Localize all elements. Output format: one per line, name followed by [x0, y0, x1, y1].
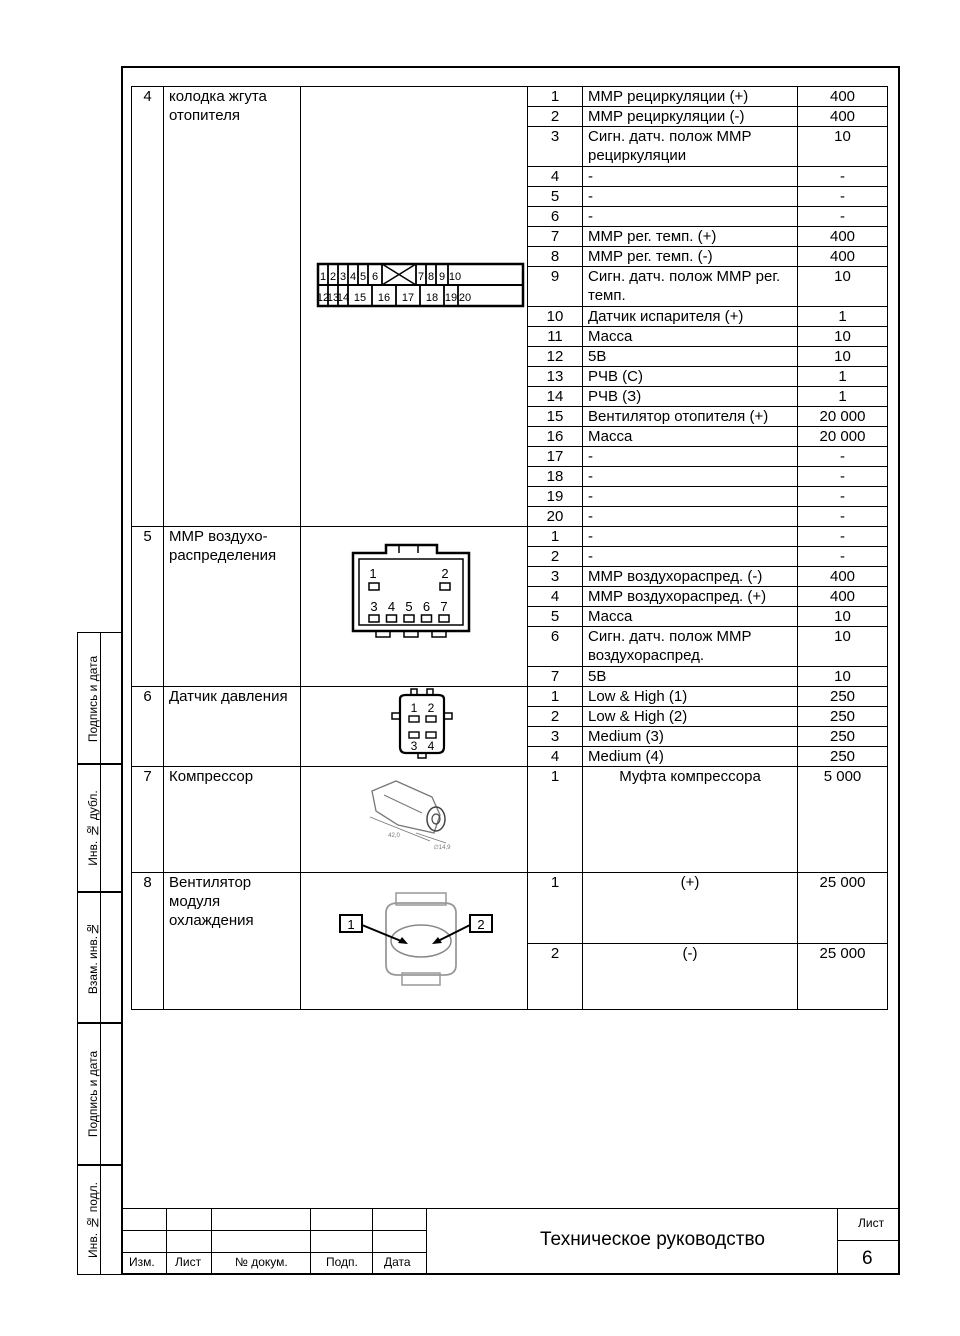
pin-number: 10: [528, 307, 583, 327]
pin-resistance: 25 000: [798, 873, 888, 944]
pin-number: 1: [528, 87, 583, 107]
connector-pin-label: 16: [377, 292, 391, 304]
connector-drawing-cell: [301, 873, 528, 1010]
pin-number: 12: [528, 347, 583, 367]
pin-resistance: 400: [798, 587, 888, 607]
side-label: Взам. инв.№: [86, 921, 100, 994]
connector-pin-label: 5: [405, 599, 413, 614]
pin-resistance: 250: [798, 727, 888, 747]
pin-number: 2: [528, 943, 583, 1010]
connector-pin-label: 2: [329, 271, 337, 283]
connector-pin-label: 1: [319, 271, 327, 283]
pin-number: 4: [528, 747, 583, 767]
pin-signal: (+): [583, 873, 798, 944]
stamp-label-sheet: Лист: [175, 1255, 202, 1269]
pin-signal: ММР воздухораспред. (-): [583, 567, 798, 587]
pin-signal: Сигн. датч. полож ММР рег. темп.: [583, 267, 798, 307]
pin-signal: ММР рециркуляции (+): [583, 87, 798, 107]
pin-signal: ММР рег. темп. (-): [583, 247, 798, 267]
pin-signal: Вентилятор отопителя (+): [583, 407, 798, 427]
pin-resistance: 1: [798, 307, 888, 327]
pin-number: 14: [528, 387, 583, 407]
pin-resistance: 400: [798, 87, 888, 107]
side-cell-signature-date-1: [77, 632, 123, 765]
pin-resistance: 400: [798, 567, 888, 587]
pin-signal: Масса: [583, 427, 798, 447]
pin-number: 1: [528, 527, 583, 547]
pin-number: 3: [528, 567, 583, 587]
pin-signal: ММР воздухораспред. (+): [583, 587, 798, 607]
pin-resistance: 10: [798, 267, 888, 307]
pin-resistance: 250: [798, 747, 888, 767]
sheet-label: Лист: [858, 1216, 885, 1230]
stamp-label-signature: Подп.: [326, 1255, 358, 1269]
pin-resistance: 10: [798, 347, 888, 367]
heater-harness-connector-drawing: [306, 87, 533, 509]
pin-number: 4: [528, 167, 583, 187]
sheet-number: 6: [862, 1248, 873, 1269]
pin-resistance: 20 000: [798, 407, 888, 427]
item-number: 7: [132, 767, 164, 873]
pin-signal: Масса: [583, 327, 798, 347]
table-row: [132, 87, 888, 107]
dimension-label: ∅14,9: [433, 845, 451, 851]
pin-signal: (-): [583, 943, 798, 1010]
title-block: [123, 1208, 899, 1274]
connector-pin-label: 6: [371, 271, 379, 283]
pin-number: 11: [528, 327, 583, 347]
connector-pin-label: 1: [410, 701, 418, 715]
table-row: [132, 873, 888, 944]
pin-resistance: 400: [798, 107, 888, 127]
pin-signal: Сигн. датч. полож ММР воздухораспред.: [583, 627, 798, 667]
pin-number: 6: [528, 627, 583, 667]
connector-pin-label: 14: [336, 292, 350, 304]
table-row: [132, 527, 888, 547]
pin-number: 15: [528, 407, 583, 427]
item-number: 4: [132, 87, 164, 527]
pin-number: 19: [528, 487, 583, 507]
pin-number: 9: [528, 267, 583, 307]
pin-signal: Муфта компрессора: [583, 767, 798, 873]
side-label: Инв. № подл.: [86, 1181, 100, 1258]
pin-signal: РЧВ (С): [583, 367, 798, 387]
pin-resistance: -: [798, 207, 888, 227]
pressure-sensor-connector-drawing: [306, 687, 533, 763]
pin-number: 18: [528, 467, 583, 487]
side-cell-replace-inv: [77, 891, 123, 1024]
table-row: [132, 767, 888, 873]
connector-pin-label: 20: [458, 292, 472, 304]
pin-signal: 5В: [583, 347, 798, 367]
pin-signal: Датчик испарителя (+): [583, 307, 798, 327]
pin-number: 3: [528, 127, 583, 167]
item-number: 6: [132, 687, 164, 767]
pin-resistance: 250: [798, 707, 888, 727]
connector-pin-label: 13: [326, 292, 340, 304]
component-name: ММР воздухо-распределения: [164, 527, 301, 687]
component-name: колодка жгута отопителя: [164, 87, 301, 527]
pin-resistance: -: [798, 527, 888, 547]
pin-resistance: 5 000: [798, 767, 888, 873]
dimension-label: 42,0: [388, 833, 400, 839]
pin-signal: ММР рег. темп. (+): [583, 227, 798, 247]
pin-number: 5: [528, 607, 583, 627]
pin-signal: Масса: [583, 607, 798, 627]
pin-resistance: 10: [798, 127, 888, 167]
stamp-label-change: Изм.: [129, 1255, 155, 1269]
connector-pin-label: 4: [427, 739, 435, 753]
connector-pin-label: 4: [349, 271, 357, 283]
pin-resistance: 250: [798, 687, 888, 707]
pin-signal: -: [583, 447, 798, 467]
pin-resistance: 10: [798, 627, 888, 667]
pin-signal: ММР рециркуляции (-): [583, 107, 798, 127]
connector-pin-label: 7: [417, 271, 425, 283]
connector-pin-label: 9: [438, 271, 446, 283]
pin-resistance: 1: [798, 367, 888, 387]
connector-pin-label: 8: [427, 271, 435, 283]
connector-pin-label: 18: [425, 292, 439, 304]
connector-pin-label: 5: [359, 271, 367, 283]
pin-number: 3: [528, 727, 583, 747]
air-distribution-connector-drawing: [306, 527, 533, 681]
pin-resistance: -: [798, 507, 888, 527]
pin-signal: 5В: [583, 667, 798, 687]
connector-pin-label: 10: [448, 271, 462, 283]
connector-pin-label: 2: [441, 566, 449, 581]
item-number: 5: [132, 527, 164, 687]
pin-number: 16: [528, 427, 583, 447]
pin-number: 1: [528, 767, 583, 873]
connector-drawing-cell: [301, 87, 528, 527]
side-cell-signature-date-2: [77, 1022, 123, 1166]
pin-number: 6: [528, 207, 583, 227]
component-name: Датчик давления: [164, 687, 301, 767]
pin-resistance: -: [798, 187, 888, 207]
component-name: Компрессор: [164, 767, 301, 873]
side-label: Подпись и дата: [86, 1050, 100, 1138]
connector-pin-label: 12: [316, 292, 330, 304]
pin-number: 4: [528, 587, 583, 607]
pin-signal: Low & High (1): [583, 687, 798, 707]
pin-signal: Сигн. датч. полож ММР рециркуляции: [583, 127, 798, 167]
side-stamp: [77, 632, 123, 1275]
item-number: 8: [132, 873, 164, 1010]
pin-number: 17: [528, 447, 583, 467]
pin-number: 1: [528, 687, 583, 707]
callout-label: 1: [347, 917, 355, 932]
stamp-label-doc-no: № докум.: [235, 1255, 288, 1269]
side-cell-dup-inv: [77, 763, 123, 893]
side-cell-orig-inv: [77, 1164, 123, 1275]
connector-pin-label: 17: [401, 292, 415, 304]
pin-signal: Medium (3): [583, 727, 798, 747]
side-label: Подпись и дата: [86, 655, 100, 742]
pin-number: 2: [528, 707, 583, 727]
compressor-connector-drawing: [306, 767, 533, 872]
pin-signal: Low & High (2): [583, 707, 798, 727]
pin-resistance: -: [798, 487, 888, 507]
connector-pin-label: 1: [369, 566, 377, 581]
connector-pin-label: 19: [444, 292, 458, 304]
pin-signal: -: [583, 467, 798, 487]
pin-resistance: 400: [798, 247, 888, 267]
pin-resistance: -: [798, 167, 888, 187]
pin-number: 5: [528, 187, 583, 207]
connector-pin-label: 3: [410, 739, 418, 753]
table-row: [132, 687, 888, 707]
pin-signal: -: [583, 187, 798, 207]
connector-pin-label: 4: [387, 599, 396, 614]
pin-number: 8: [528, 247, 583, 267]
callout-label: 2: [477, 917, 485, 932]
pin-resistance: 10: [798, 607, 888, 627]
pin-resistance: -: [798, 547, 888, 567]
pin-resistance: 20 000: [798, 427, 888, 447]
pin-resistance: 10: [798, 667, 888, 687]
side-label: Инв. № дубл.: [86, 790, 100, 866]
stamp-label-date: Дата: [384, 1255, 411, 1269]
connector-pin-label: 7: [440, 599, 448, 614]
connector-drawing-cell: [301, 767, 528, 873]
pin-number: 2: [528, 547, 583, 567]
pin-number: 13: [528, 367, 583, 387]
pin-resistance: 1: [798, 387, 888, 407]
connector-drawing-cell: [301, 527, 528, 687]
pin-number: 7: [528, 227, 583, 247]
pin-resistance: -: [798, 447, 888, 467]
connector-pin-label: 3: [339, 271, 347, 283]
connector-pin-label: 15: [353, 292, 367, 304]
pin-signal: -: [583, 207, 798, 227]
pin-resistance: 400: [798, 227, 888, 247]
pin-signal: -: [583, 167, 798, 187]
pin-signal: -: [583, 527, 798, 547]
pin-resistance: 10: [798, 327, 888, 347]
pin-number: 20: [528, 507, 583, 527]
pin-resistance: -: [798, 467, 888, 487]
pin-signal: -: [583, 487, 798, 507]
pin-number: 1: [528, 873, 583, 944]
pin-number: 7: [528, 667, 583, 687]
cooling-fan-connector-drawing: [306, 873, 533, 1009]
component-name: Вентилятор модуля охлаждения: [164, 873, 301, 1010]
pin-signal: -: [583, 507, 798, 527]
pin-signal: Medium (4): [583, 747, 798, 767]
pin-signal: -: [583, 547, 798, 567]
connector-pin-label: 3: [370, 599, 378, 614]
connector-drawing-cell: [301, 687, 528, 767]
document-title: Техническое руководство: [540, 1229, 765, 1250]
pin-signal: РЧВ (З): [583, 387, 798, 407]
connector-table: [131, 86, 888, 1010]
pin-number: 2: [528, 107, 583, 127]
connector-pin-label: 6: [422, 599, 431, 614]
connector-pin-label: 2: [427, 701, 435, 715]
pin-resistance: 25 000: [798, 943, 888, 1010]
